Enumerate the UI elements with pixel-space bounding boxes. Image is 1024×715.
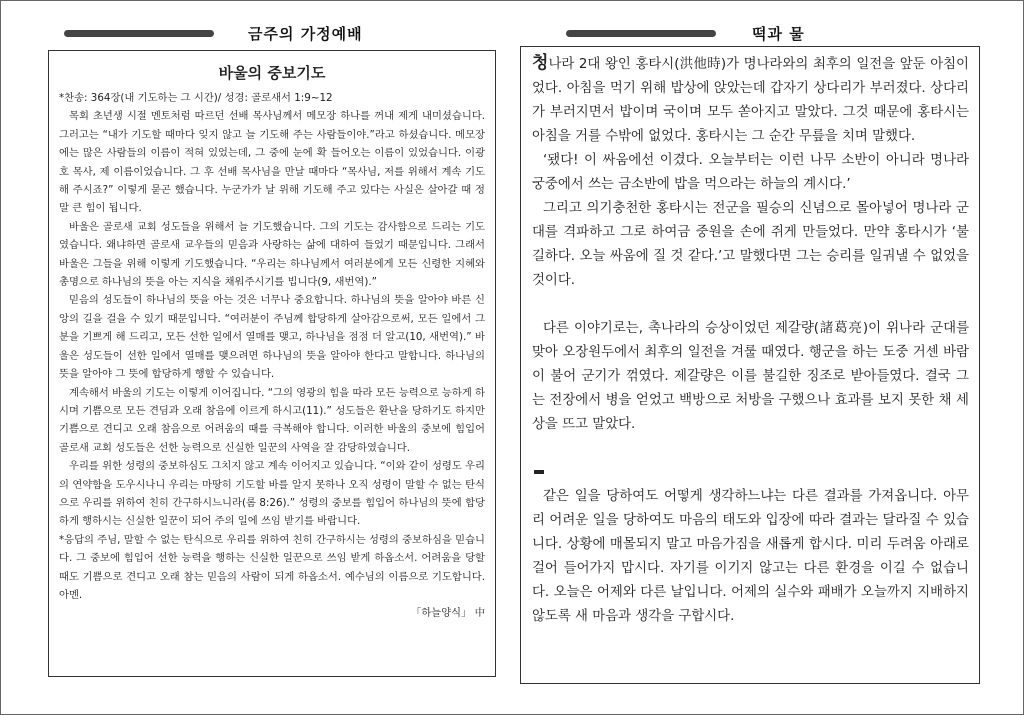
header-bar-left <box>64 30 214 37</box>
right-column <box>520 46 980 684</box>
right-paragraph: 다른 이야기로는, 촉나라의 승상이었던 제갈량(諸葛亮)이 위나라 군대를 맞아 오장원두에서 최후의 일전을 겨룰 때였다. 행군을 하는 도중 거센 바람이 불어 군기가 꺾였다. 제갈량은 이를 불길한 징조로 받아들였다. 결국 그는 전장에서 병을 얻었고 백방으로 처방을 구했으나 효과를 보지 못한 채 세상을 뜨고 말았다. <box>532 321 969 432</box>
right-body <box>521 47 979 629</box>
right-paragraph: 같은 일을 당하여도 어떻게 생각하느냐는 다른 결과를 가져옵니다. 아무리 어려운 일을 당하여도 마음의 태도와 입장에 따라 결과는 달라질 수 있습니다. 상황에 매몰되지 말고 마음가짐을 새롭게 합시다. 미리 두려움 아래로 걸어 들어가지 맙시다. 자기를 이기지 않고는 다른 환경을 이길 수 없습니다. 오늘은 어제와 다른 날입니다. 어제의 실수와 패배가 오늘까지 지배하지 않도록 새 마음과 생각을 구합시다. <box>532 489 969 624</box>
spacer <box>532 437 969 461</box>
left-body <box>49 89 495 623</box>
hymn-scripture-line: *찬송: 364장(내 기도하는 그 시간)/ 성경: 골로새서 1:9~12 <box>59 92 333 104</box>
left-paragraph: 우리를 위한 성령의 중보하심도 그치지 않고 계속 이어지고 있습니다. “이와 같이 성령도 우리의 연약함을 도우시나니 우리는 마땅히 기도할 바를 알지 못하나 오직 성령이 말할 수 없는 탄식으로 우리를 위하여 친히 간구하시느니라(롬 8:26).” 성령의 중보를 힘입어 하나님의 뜻에 합당하게 행하시는 신실한 일꾼이 되어 주의 일에 쓰임 받기를 바랍니다. <box>59 460 485 528</box>
left-column <box>48 50 496 677</box>
prayer: *응답의 주님, 말할 수 없는 탄식으로 우리를 위하여 친히 간구하시는 성령의 중보하심을 믿습니다. 그 중보에 힘입어 선한 능력을 행하는 신실한 일꾼으로 쓰임 받게 하옵소서. 어려움을 당할 때도 기쁨으로 견디고 오래 참는 믿음의 사람이 되게 하옵소서. 예수님의 이름으로 기도합니다. 아멘. <box>59 533 485 601</box>
left-paragraph: 계속해서 바울의 기도는 이렇게 이어집니다. “그의 영광의 힘을 따라 모든 능력으로 능하게 하시며 기쁨으로 모든 견딤과 오래 참음에 이르게 하시고(11).” 성도들은 환난을 당하기도 하지만 기쁨으로 견디고 오래 참음으로 어려움의 때를 극복해야 합니다. 이러한 바울의 중보에 힘입어 골로새 교회 성도들은 선한 능력으로 신실한 일꾼의 사역을 잘 감당하였습니다. <box>59 386 485 454</box>
header-bar-right <box>566 30 716 37</box>
source-line <box>59 604 485 622</box>
spacer <box>532 293 969 317</box>
right-paragraph: ‘됐다! 이 싸움에선 이겼다. 오늘부터는 이런 나무 소반이 아니라 명나라 궁중에서 쓰는 금소반에 밥을 먹으라는 하늘의 계시다.’ <box>532 153 969 192</box>
header-title-right: 떡과 물 <box>752 25 805 43</box>
article-title: 바울의 중보기도 <box>218 64 326 82</box>
left-paragraph: 목회 초년생 시절 멘토처럼 따르던 선배 목사님께서 메모장 하나를 꺼내 제게 내미셨습니다. 그러고는 “내가 기도할 때마다 잊지 않고 늘 기도해 주는 사람들이야.”라고 하셨습니다. 메모장에는 많은 사람들의 이름이 적혀 있었는데, 그 중에 눈에 확 들어오는 이름이 있었습니다. 이광호 목사, 제 이름이었습니다. 그 후 선배 목사님을 만날 때마다 “목사님, 저를 위해서 계속 기도해 주시죠?” 이렇게 묻곤 했습니다. 누군가가 날 위해 기도해 주고 있다는 사실은 살아갈 때 정말 큰 힘이 됩니다. <box>59 110 485 215</box>
left-paragraph: 믿음의 성도들이 하나님의 뜻을 아는 것은 너무나 중요합니다. 하나님의 뜻을 알아야 바른 신앙의 길을 걸을 수 있기 때문입니다. “여러분이 주님께 합당하게 살아감으로써, 모든 일에서 그분을 기쁘게 해 드리고, 모든 선한 일에서 열매를 맺고, 하나님을 점점 더 알고(10, 새번역).” 바울은 성도들이 선한 일에서 열매를 맺으려면 하나님의 뜻을 알아야 한다고 말합니다. 하나님의 뜻을 알아야 그 뜻에 합당하게 행할 수 있습니다. <box>59 294 485 381</box>
right-paragraph: 청나라 2대 왕인 홍타시(洪他時)가 명나라와의 최후의 일전을 앞둔 아침이었다. 아침을 먹기 위해 밥상에 앉았는데 갑자기 상다리가 부러졌다. 상다리가 부러지면서 밥이며 국이며 모두 쏟아지고 말았다. 그것 때문에 홍타시는 아침을 거를 수밖에 없었다. 홍타시는 그 순간 무릎을 치며 말했다. <box>532 53 969 144</box>
left-paragraph: 바울은 골로새 교회 성도들을 위해서 늘 기도했습니다. 그의 기도는 감사함으로 드리는 기도였습니다. 왜냐하면 골로새 교우들의 믿음과 사랑하는 삶에 대하여 들었기 때문입니다. 그래서 바울은 그들을 위해 이렇게 기도했습니다. “우리는 하나님께서 여러분에게 모든 신령한 지혜와 총명으로 하나님의 뜻을 아는 지식을 채워주시기를 빕니다(9, 새번역).” <box>59 220 485 289</box>
section-marker <box>532 461 969 485</box>
dash-marker-icon <box>534 470 544 474</box>
source-credit: 「하늘양식」 中 <box>411 607 485 620</box>
drop-cap: 청 <box>532 53 549 73</box>
header-title-left: 금주의 가정예배 <box>248 25 363 43</box>
right-paragraph: 그리고 의기충천한 홍타시는 전군을 필승의 신념으로 몰아넣어 명나라 군대를 격파하고 그로 하여금 중원을 손에 쥐게 만들었다. 만약 홍타시가 ‘불길하다. 오늘 싸움에 질 것 같다.’고 말했다면 그는 승리를 일궈낼 수 없었을 것이다. <box>532 201 969 288</box>
